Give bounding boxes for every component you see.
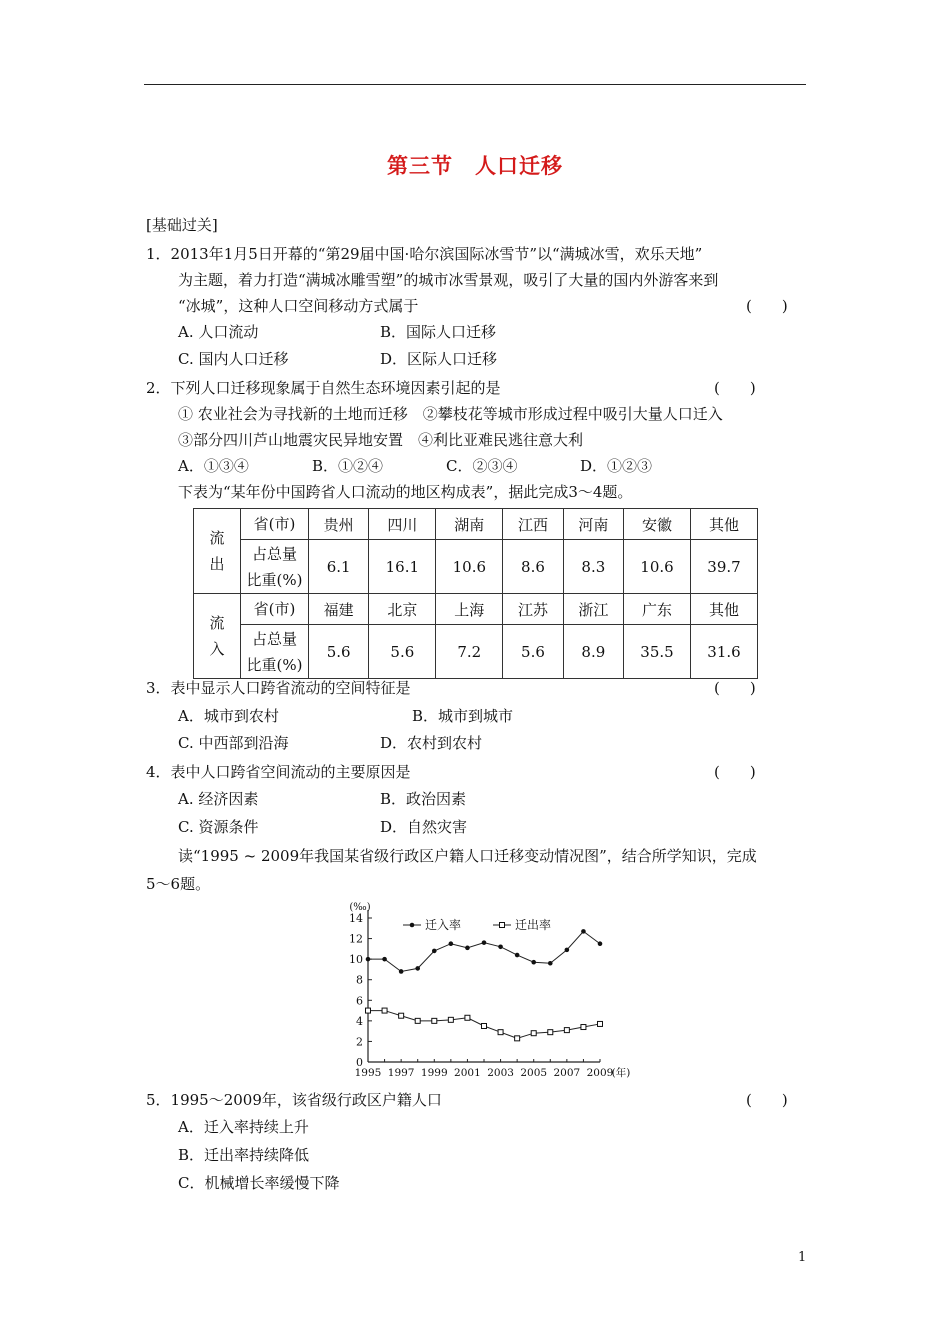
outflow-point	[581, 1025, 586, 1030]
table-cell: 31.6	[690, 625, 757, 679]
table-cell: 8.9	[563, 625, 623, 679]
q5-option-a: A．迁入率持续上升	[178, 1118, 309, 1136]
table-cell: 10.6	[624, 540, 691, 594]
x-tick-label: 1997	[387, 1067, 415, 1079]
q2-item-1: ① 农业社会为寻找新的土地而迁移 ②攀枝花等城市形成过程中吸引大量人口迁入	[178, 405, 723, 423]
intro-q3-q4: 下表为“某年份中国跨省人口流动的地区构成表”，据此完成3～4题。	[178, 483, 633, 501]
inflow-point	[515, 953, 520, 958]
outflow-point	[548, 1030, 553, 1035]
intro-q5-q6-line2: 5～6题。	[146, 875, 211, 893]
y-tick-label: 6	[356, 994, 363, 1008]
q1-line3: “冰城”，这种人口空间移动方式属于	[178, 297, 419, 315]
table-cell: 39.7	[690, 540, 757, 594]
q1-line2: 为主题，着力打造“满城冰雕雪塑”的城市冰雪景观，吸引了大量的国内外游客来到	[178, 271, 719, 289]
table-cell: 8.6	[503, 540, 563, 594]
intro-q5-q6-line1: 读“1995 ~ 2009年我国某省级行政区户籍人口迁移变动情况图”，结合所学知识，完成	[178, 847, 757, 865]
table-cell: 江苏	[503, 594, 563, 625]
outflow-point	[564, 1028, 569, 1033]
table-cell: 江西	[503, 509, 563, 540]
inflow-point	[548, 961, 553, 966]
inflow-point	[581, 929, 586, 934]
table-cell: 16.1	[369, 540, 436, 594]
outflow-point	[498, 1030, 503, 1035]
q1-line1: 1．2013年1月5日开幕的“第29届中国·哈尔滨国际冰雪节”以“满城冰雪，欢乐天地”	[146, 245, 703, 263]
legend-marker-inflow	[410, 923, 415, 928]
q3-option-d: D．农村到农村	[380, 734, 483, 752]
x-tick-label: 2003	[487, 1067, 514, 1079]
q2-option-b: B．①②④	[312, 457, 384, 475]
province-header: 省(市)	[241, 594, 309, 625]
q4-option-b: B．政治因素	[380, 790, 467, 808]
table-cell: 10.6	[436, 540, 503, 594]
q5-answer-paren: ( )	[746, 1091, 788, 1109]
q2-option-d: D．①②③	[580, 457, 653, 475]
table-cell: 7.2	[436, 625, 503, 679]
table-cell: 北京	[369, 594, 436, 625]
q4-answer-paren: ( )	[714, 763, 756, 781]
outflow-point	[399, 1013, 404, 1018]
y-tick-label: 12	[349, 932, 363, 946]
q5-option-b: B．迁出率持续降低	[178, 1146, 310, 1164]
outflow-point	[598, 1021, 603, 1026]
page-number: 1	[798, 1250, 807, 1265]
province-header: 省(市)	[241, 509, 309, 540]
q2-line1: 2．下列人口迁移现象属于自然生态环境因素引起的是	[146, 379, 501, 397]
inflow-point	[465, 946, 470, 951]
q3-option-a: A．城市到农村	[178, 707, 279, 725]
y-tick-label: 10	[349, 953, 363, 967]
y-tick-label: 4	[356, 1014, 363, 1028]
x-axis-label: (年)	[611, 1067, 631, 1079]
x-tick-label: 1995	[354, 1067, 382, 1079]
share-header: 占总量 比重(%)	[241, 625, 309, 679]
outflow-point	[531, 1031, 536, 1036]
q2-item-2: ③部分四川芦山地震灾民异地安置 ④利比亚难民逃往意大利	[178, 431, 584, 449]
share-header: 占总量 比重(%)	[241, 540, 309, 594]
table-cell: 浙江	[563, 594, 623, 625]
table-cell: 广东	[624, 594, 691, 625]
table-cell: 贵州	[309, 509, 369, 540]
q1-answer-paren: ( )	[746, 297, 788, 315]
table-cell: 6.1	[309, 540, 369, 594]
migration-rate-chart	[345, 900, 640, 1080]
outflow-point	[515, 1036, 520, 1041]
inflow-point	[498, 945, 503, 950]
q3-line1: 3．表中显示人口跨省流动的空间特征是	[146, 679, 411, 697]
y-axis-label: (‰)	[349, 902, 371, 913]
table-cell: 安徽	[624, 509, 691, 540]
q1-option-b: B．国际人口迁移	[380, 323, 497, 341]
table-cell: 35.5	[624, 625, 691, 679]
table-cell: 上海	[436, 594, 503, 625]
y-tick-label: 14	[349, 912, 363, 925]
q1-option-c: C. 国内人口迁移	[178, 350, 289, 368]
table-cell: 8.3	[563, 540, 623, 594]
outflow-point	[465, 1015, 470, 1020]
header-rule	[144, 84, 806, 85]
q4-option-d: D．自然灾害	[380, 818, 468, 836]
q4-line1: 4．表中人口跨省空间流动的主要原因是	[146, 763, 411, 781]
inflow-label: 流 入	[194, 594, 241, 679]
q4-option-c: C. 资源条件	[178, 818, 259, 836]
outflow-point	[415, 1018, 420, 1023]
q1-option-d: D．区际人口迁移	[380, 350, 498, 368]
outflow-label: 流 出	[194, 509, 241, 594]
x-tick-label: 2009	[586, 1067, 614, 1079]
table-cell: 5.6	[369, 625, 436, 679]
table-cell: 5.6	[503, 625, 563, 679]
table-cell: 其他	[690, 594, 757, 625]
y-tick-label: 0	[356, 1056, 363, 1069]
inflow-point	[382, 957, 387, 962]
q1-option-a: A. 人口流动	[178, 323, 259, 341]
outflow-point	[382, 1008, 387, 1013]
x-tick-label: 2001	[454, 1067, 481, 1079]
table-cell: 其他	[690, 509, 757, 540]
x-tick-label: 2007	[553, 1067, 581, 1079]
inflow-point	[531, 960, 536, 965]
x-tick-label: 2005	[520, 1067, 548, 1079]
table-cell: 四川	[369, 509, 436, 540]
q5-line1: 5．1995～2009年，该省级行政区户籍人口	[146, 1091, 442, 1109]
q2-option-a: A．①③④	[178, 457, 249, 475]
inflow-point	[598, 941, 603, 946]
table-cell: 福建	[309, 594, 369, 625]
inflow-point	[432, 949, 437, 954]
inflow-point	[399, 969, 404, 974]
inflow-point	[449, 941, 454, 946]
outflow-point	[366, 1008, 371, 1013]
legend-marker-outflow	[500, 923, 505, 928]
section-label: [基础过关]	[146, 216, 218, 234]
q3-option-c: C. 中西部到沿海	[178, 734, 289, 752]
page-title: 第三节 人口迁移	[387, 153, 563, 178]
x-tick-label: 1999	[420, 1067, 448, 1079]
inflow-point	[482, 940, 487, 945]
q5-option-c: C．机械增长率缓慢下降	[178, 1174, 340, 1192]
table-cell: 河南	[563, 509, 623, 540]
outflow-point	[482, 1024, 487, 1029]
q3-option-b: B．城市到城市	[412, 707, 514, 725]
y-tick-label: 8	[356, 973, 363, 987]
y-tick-label: 2	[356, 1035, 363, 1049]
inflow-point	[366, 957, 371, 962]
outflow-point	[448, 1017, 453, 1022]
q2-option-c: C．②③④	[446, 457, 518, 475]
q3-answer-paren: ( )	[714, 679, 756, 697]
legend-label-inflow: 迁入率	[425, 918, 462, 932]
inflow-point	[415, 966, 420, 971]
q2-answer-paren: ( )	[714, 379, 756, 397]
outflow-point	[432, 1018, 437, 1023]
table-cell: 5.6	[309, 625, 369, 679]
migration-table	[193, 508, 758, 679]
inflow-point	[565, 948, 570, 953]
q4-option-a: A. 经济因素	[178, 790, 259, 808]
legend-label-outflow: 迁出率	[515, 918, 552, 932]
table-cell: 湖南	[436, 509, 503, 540]
